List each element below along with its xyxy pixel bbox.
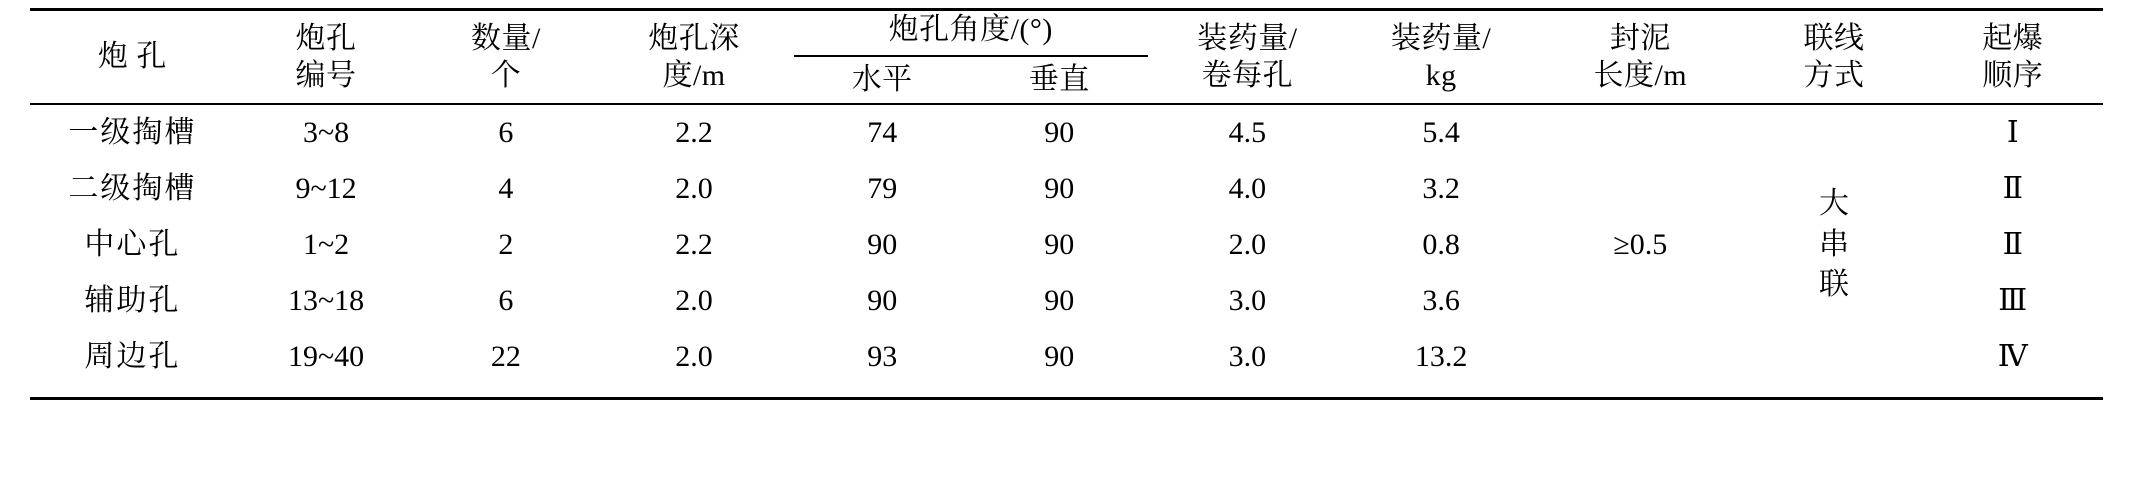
cell-hole: 辅助孔 <box>84 284 181 318</box>
cell-angle-horizontal: 90 <box>867 228 898 262</box>
table-head <box>30 11 2103 103</box>
header-connection-mode-line2: 方式 <box>1803 59 1865 92</box>
cell-charge-kg: 5.4 <box>1422 116 1460 150</box>
cell-hole-number: 19~40 <box>287 340 365 374</box>
cell-quantity: 6 <box>498 116 514 150</box>
header-firing-order-line2: 顺序 <box>1982 59 2044 92</box>
blasting-parameters-table <box>30 11 2103 103</box>
header-stemming-length-line2: 长度/m <box>1593 59 1688 92</box>
cell-quantity: 6 <box>498 284 514 318</box>
cell-charge-kg: 0.8 <box>1422 228 1460 262</box>
cell-angle-horizontal: 74 <box>867 116 898 150</box>
cell-depth: 2.2 <box>675 228 713 262</box>
header-depth-line2: 度/m <box>662 59 726 92</box>
header-angle-vertical: 垂直 <box>1028 63 1090 97</box>
cell-hole-number: 13~18 <box>287 284 365 318</box>
cell-angle-vertical: 90 <box>1044 172 1075 206</box>
header-charge-rolls <box>1148 11 1347 103</box>
cell-charge-kg: 3.6 <box>1422 284 1460 318</box>
connection-mode-char1: 大 <box>1818 187 1849 221</box>
header-depth-line1: 炮孔深 <box>648 21 740 55</box>
cell-stemming-length-merged: ≥0.5 <box>1613 228 1668 262</box>
header-hole-number <box>235 11 418 103</box>
cell-depth: 2.0 <box>675 340 713 374</box>
cell-quantity: 22 <box>490 340 521 374</box>
cell-firing-order: Ⅲ <box>1998 284 2028 318</box>
cell-charge-rolls: 3.0 <box>1228 284 1267 318</box>
cell-quantity: 4 <box>498 172 514 206</box>
cell-angle-vertical: 90 <box>1044 340 1075 374</box>
cell-firing-order: Ⅳ <box>1997 340 2028 374</box>
header-hole-number-line1: 炮孔 <box>295 21 357 55</box>
connection-mode-vertical-text <box>1819 184 1849 306</box>
header-stemming-length <box>1535 11 1745 103</box>
header-charge-rolls-line2: 卷每孔 <box>1201 59 1294 92</box>
cell-quantity: 2 <box>498 228 514 262</box>
cell-angle-horizontal: 79 <box>867 172 898 206</box>
header-connection-mode-line1: 联线 <box>1803 21 1865 55</box>
connection-mode-char2: 串 <box>1818 227 1849 261</box>
cell-hole: 中心孔 <box>84 228 181 262</box>
cell-angle-vertical: 90 <box>1044 116 1075 150</box>
header-firing-order <box>1923 11 2103 103</box>
cell-hole: 周边孔 <box>84 340 181 374</box>
header-depth <box>594 11 793 103</box>
table-bottom-rule <box>30 397 2103 400</box>
cell-hole-number: 1~2 <box>302 228 350 262</box>
cell-connection-mode-merged <box>1745 105 1922 385</box>
header-connection-mode <box>1745 11 1922 103</box>
header-charge-kg-line1: 装药量/ <box>1390 21 1492 55</box>
header-hole: 炮 孔 <box>97 40 167 74</box>
cell-charge-rolls: 4.0 <box>1228 172 1267 206</box>
cell-angle-horizontal: 90 <box>867 284 898 318</box>
cell-hole: 二级掏槽 <box>68 172 197 206</box>
cell-hole-number: 3~8 <box>302 116 350 150</box>
header-row <box>30 11 2103 57</box>
cell-angle-vertical: 90 <box>1044 284 1075 318</box>
cell-depth: 2.0 <box>675 284 713 318</box>
header-charge-rolls-line1: 装药量/ <box>1197 21 1298 55</box>
header-charge-kg <box>1347 11 1535 103</box>
connection-mode-char3: 联 <box>1818 268 1849 302</box>
cell-depth: 2.2 <box>675 116 713 150</box>
cell-hole-number: 9~12 <box>295 172 357 206</box>
cell-firing-order: Ⅱ <box>2002 172 2023 206</box>
header-quantity <box>417 11 594 103</box>
header-stemming-length-line1: 封泥 <box>1609 21 1671 55</box>
header-hole-number-line2: 编号 <box>295 59 357 92</box>
blasting-parameters-body <box>30 105 2103 385</box>
header-quantity-line1: 数量/ <box>470 21 541 55</box>
table-row <box>30 105 2103 161</box>
header-firing-order-line1: 起爆 <box>1982 21 2044 55</box>
cell-depth: 2.0 <box>675 172 713 206</box>
header-angle-group <box>794 11 1148 57</box>
cell-charge-rolls: 4.5 <box>1228 116 1267 150</box>
cell-hole: 一级掏槽 <box>68 116 197 150</box>
header-quantity-line2: 个 <box>490 59 522 92</box>
cell-angle-vertical: 90 <box>1044 228 1075 262</box>
cell-charge-rolls: 3.0 <box>1228 340 1267 374</box>
header-angle-underline <box>794 55 1148 57</box>
cell-angle-horizontal: 93 <box>867 340 898 374</box>
cell-charge-kg: 13.2 <box>1414 340 1468 374</box>
cell-firing-order: Ⅱ <box>2002 228 2023 262</box>
cell-charge-rolls: 2.0 <box>1228 228 1267 262</box>
cell-firing-order: Ⅰ <box>2006 116 2019 150</box>
header-angle-horizontal: 水平 <box>851 63 913 97</box>
header-angle-group-label: 炮孔角度/(°) <box>888 13 1053 47</box>
cell-charge-kg: 3.2 <box>1422 172 1460 206</box>
table-body <box>30 105 2103 385</box>
header-charge-kg-line2: kg <box>1425 59 1457 92</box>
